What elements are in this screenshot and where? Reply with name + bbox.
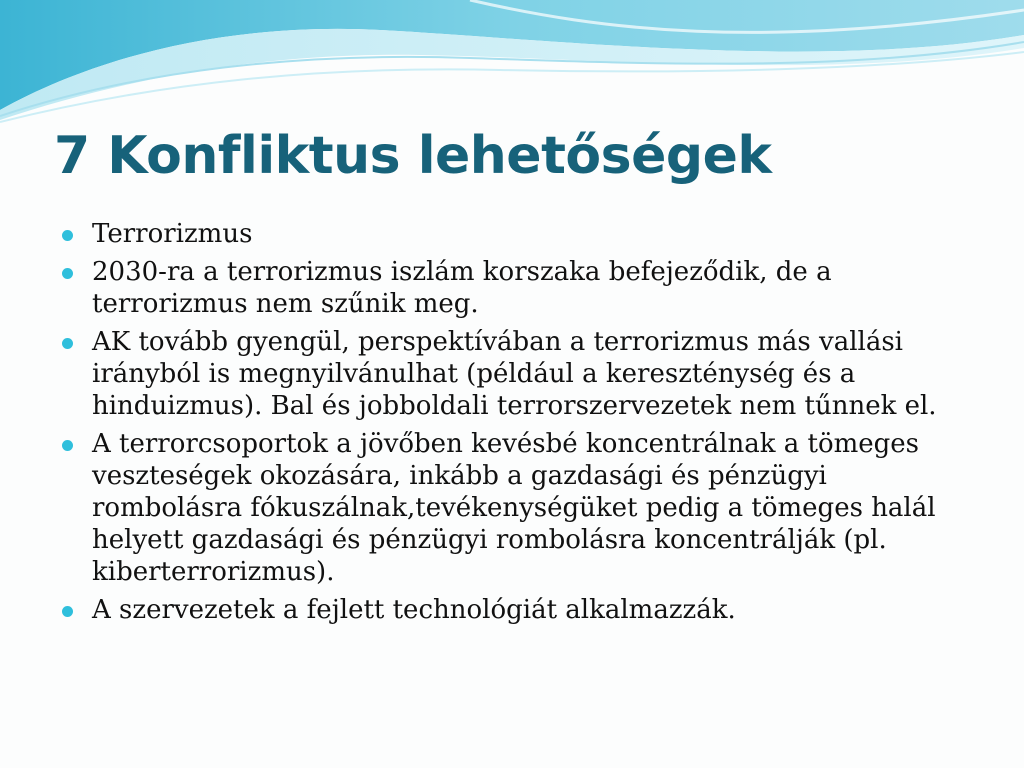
bullet-item — [62, 218, 962, 250]
bullet-item — [62, 326, 962, 422]
bullet-dot-icon — [62, 606, 73, 617]
bullet-list — [62, 218, 962, 632]
bullet-item — [62, 428, 962, 588]
bullet-text: A terrorcsoportok a jövőben kevésbé koncentrálnak a tömeges veszteségek okozására, inkább a gazdasági és pénzügyi rombolásra fókuszálnak,tevékenységüket pedig a tömeges halál helyett gazdasági és pénzügyi rombolásra koncentrálják (pl. kiberterrorizmus). — [92, 429, 936, 587]
bullet-item — [62, 256, 962, 320]
decorative-wave-header — [0, 0, 1024, 130]
bullet-dot-icon — [62, 338, 73, 349]
bullet-text: AK tovább gyengül, perspektívában a terrorizmus más vallási irányból is megnyilvánulhat (például a kereszténység és a hinduizmus). Bal és jobboldali terrorszervezetek nem tűnnek el. — [92, 327, 937, 421]
slide-title: 7 Konfliktus lehetőségek — [54, 126, 772, 186]
bullet-dot-icon — [62, 268, 73, 279]
bullet-text: A szervezetek a fejlett technológiát alkalmazzák. — [92, 595, 736, 625]
bullet-dot-icon — [62, 440, 73, 451]
bullet-dot-icon — [62, 230, 73, 241]
bullet-text: Terrorizmus — [92, 219, 253, 249]
bullet-item — [62, 594, 962, 626]
bullet-text: 2030-ra a terrorizmus iszlám korszaka befejeződik, de a terrorizmus nem szűnik meg. — [92, 257, 832, 319]
